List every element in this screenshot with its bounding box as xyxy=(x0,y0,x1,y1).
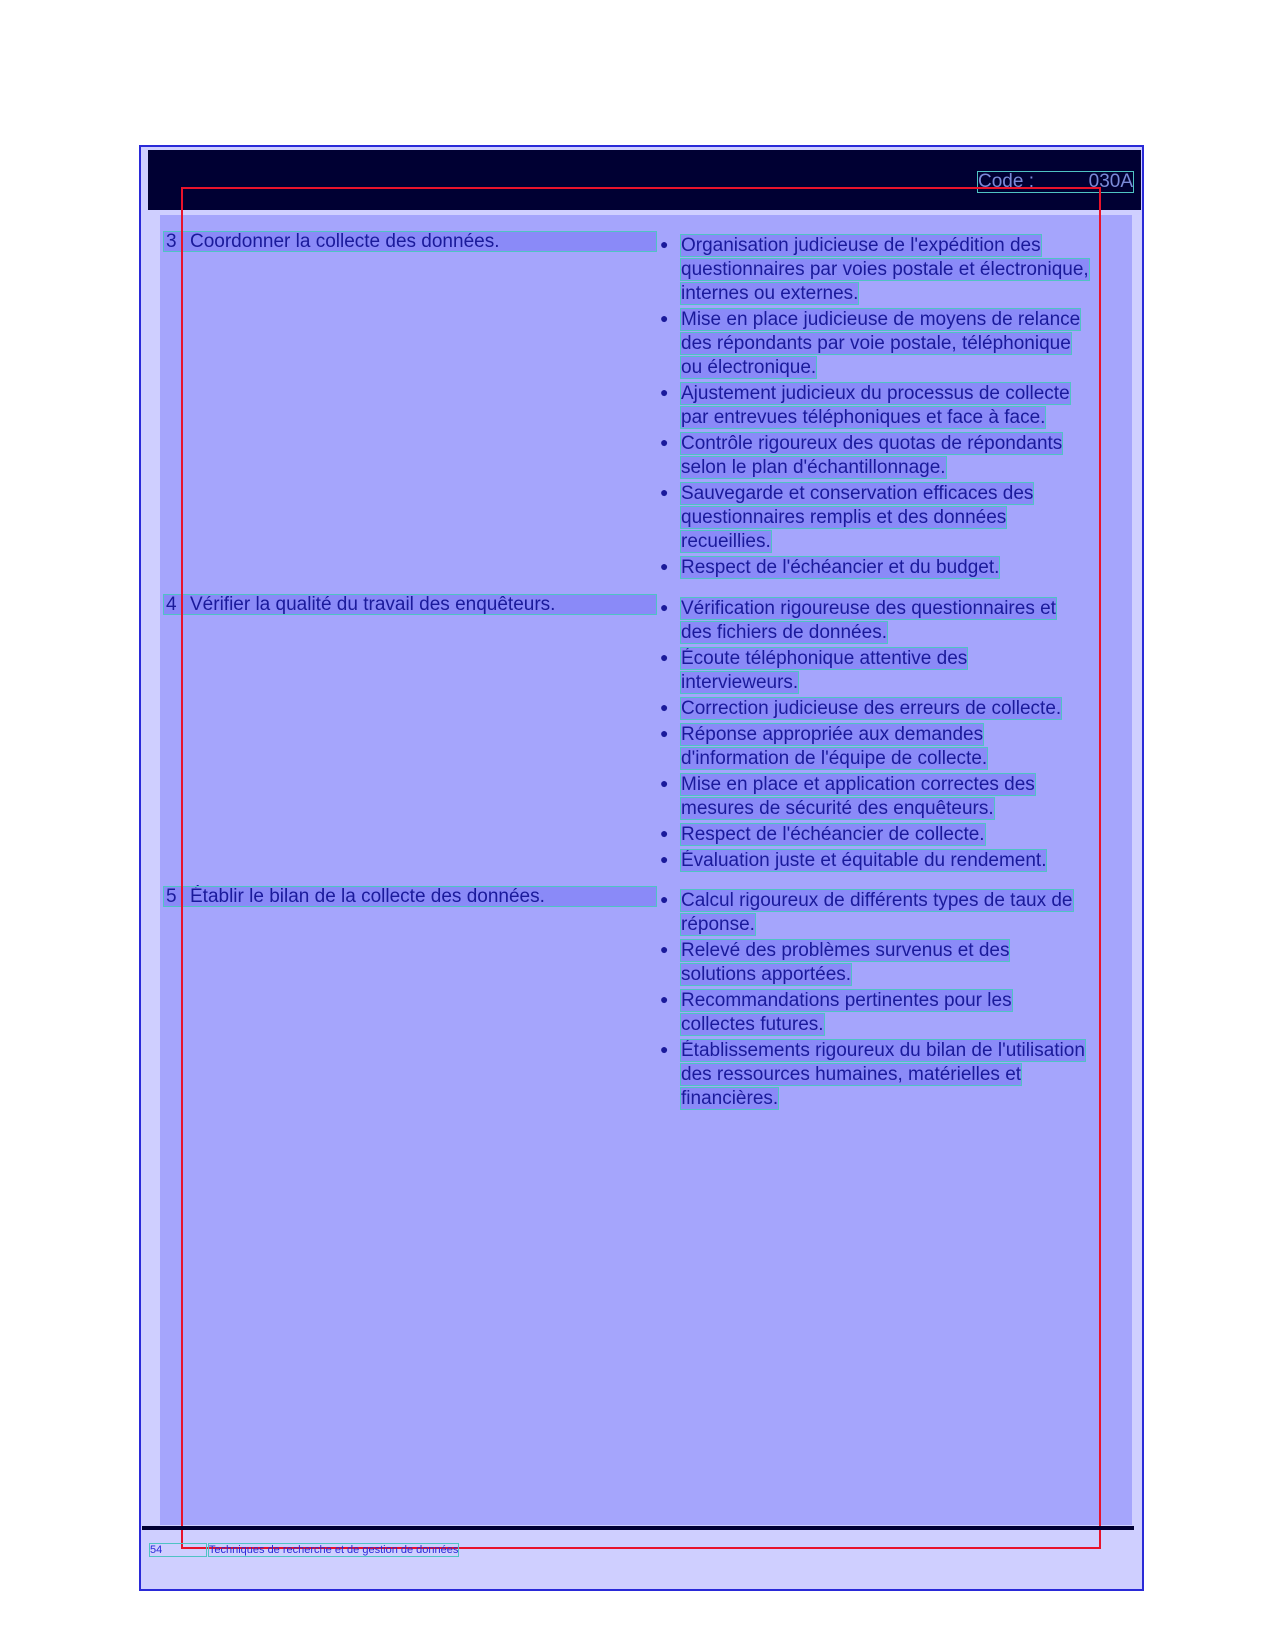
criterion-item xyxy=(660,556,1130,580)
criterion-line xyxy=(681,913,1130,937)
criteria-list xyxy=(660,234,1130,582)
criterion-line xyxy=(681,332,1130,356)
criterion-text: Recommandations pertinentes pour les xyxy=(681,990,1012,1011)
criterion-line xyxy=(681,482,1130,506)
criterion-item xyxy=(660,889,1130,937)
criterion-line xyxy=(681,406,1130,430)
program-code xyxy=(978,172,1133,192)
bullet-icon: ● xyxy=(660,725,669,741)
criterion-text: financières. xyxy=(681,1088,779,1109)
criterion-item xyxy=(660,1039,1130,1111)
criterion-text: solutions apportées. xyxy=(681,964,852,985)
criterion-line xyxy=(681,773,1130,797)
section-title: Établir le bilan de la collecte des données. xyxy=(190,886,545,907)
bullet-icon: ● xyxy=(660,310,669,326)
criterion-text: Correction judicieuse des erreurs de collecte. xyxy=(681,698,1062,719)
criterion-item xyxy=(660,308,1130,380)
criterion-text: Ajustement judicieux du processus de collecte xyxy=(681,383,1070,404)
criterion-line xyxy=(681,556,1130,580)
criterion-line xyxy=(681,989,1130,1013)
criterion-text: ou électronique. xyxy=(681,357,817,378)
section-heading xyxy=(164,595,656,614)
bullet-icon: ● xyxy=(660,384,669,400)
criterion-line xyxy=(681,647,1130,671)
criterion-text: questionnaires par voies postale et électronique, xyxy=(681,259,1089,280)
criterion-text: Écoute téléphonique attentive des xyxy=(681,648,968,669)
criterion-line xyxy=(681,723,1130,747)
criterion-item xyxy=(660,723,1130,771)
criterion-line xyxy=(681,382,1130,406)
criterion-line xyxy=(681,621,1130,645)
criterion-text: Vérification rigoureuse des questionnaires et xyxy=(681,598,1056,619)
bullet-icon: ● xyxy=(660,825,669,841)
bullet-icon: ● xyxy=(660,599,669,615)
criterion-text: collectes futures. xyxy=(681,1014,824,1035)
criterion-item xyxy=(660,697,1130,721)
code-value: 030A xyxy=(1088,171,1133,192)
criterion-item xyxy=(660,823,1130,847)
criteria-list xyxy=(660,597,1130,875)
bullet-icon: ● xyxy=(660,434,669,450)
section-heading xyxy=(164,232,656,251)
bullet-icon: ● xyxy=(660,236,669,252)
criterion-line xyxy=(681,671,1130,695)
criterion-line xyxy=(681,963,1130,987)
criterion-item xyxy=(660,989,1130,1037)
criterion-line xyxy=(681,1013,1130,1037)
section-number: 3 xyxy=(166,231,177,252)
criterion-text: Respect de l'échéancier de collecte. xyxy=(681,824,985,845)
criterion-text: Calcul rigoureux de différents types de taux de xyxy=(681,890,1073,911)
footer-title: Techniques de recherche et de gestion de données xyxy=(208,1544,459,1556)
criterion-text: des fichiers de données. xyxy=(681,622,887,643)
criterion-text: Réponse appropriée aux demandes xyxy=(681,724,984,745)
bullet-icon: ● xyxy=(660,891,669,907)
criterion-line xyxy=(681,432,1130,456)
criterion-text: intervieweurs. xyxy=(681,672,799,693)
criterion-line xyxy=(681,747,1130,771)
bullet-icon: ● xyxy=(660,699,669,715)
criterion-line xyxy=(681,1039,1130,1063)
criterion-text: Contrôle rigoureux des quotas de répondants xyxy=(681,433,1063,454)
criterion-line xyxy=(681,939,1130,963)
bullet-icon: ● xyxy=(660,775,669,791)
criterion-item xyxy=(660,382,1130,430)
criterion-line xyxy=(681,797,1130,821)
criterion-text: recueillies. xyxy=(681,531,771,552)
criterion-text: selon le plan d'échantillonnage. xyxy=(681,457,946,478)
criterion-item xyxy=(660,432,1130,480)
criterion-text: réponse. xyxy=(681,914,755,935)
criterion-line xyxy=(681,1087,1130,1111)
criterion-line xyxy=(681,308,1130,332)
criterion-line xyxy=(681,1063,1130,1087)
criterion-text: questionnaires remplis et des données xyxy=(681,507,1007,528)
section-number: 4 xyxy=(166,594,177,615)
criterion-line xyxy=(681,234,1130,258)
criterion-line xyxy=(681,282,1130,306)
criterion-text: Mise en place judicieuse de moyens de relance xyxy=(681,309,1081,330)
criterion-item xyxy=(660,849,1130,873)
footer-page-number: 54 xyxy=(150,1544,206,1556)
bullet-icon: ● xyxy=(660,558,669,574)
section-title: Coordonner la collecte des données. xyxy=(190,231,500,252)
criterion-line xyxy=(681,258,1130,282)
criterion-line xyxy=(681,530,1130,554)
criterion-text: Organisation judicieuse de l'expédition des xyxy=(681,235,1041,256)
criterion-line xyxy=(681,506,1130,530)
criterion-text: des répondants par voie postale, téléphonique xyxy=(681,333,1071,354)
criterion-item xyxy=(660,647,1130,695)
criterion-text: des ressources humaines, matérielles et xyxy=(681,1064,1022,1085)
section-heading xyxy=(164,887,656,906)
bullet-icon: ● xyxy=(660,1041,669,1057)
criteria-list xyxy=(660,889,1130,1113)
criterion-text: Mise en place et application correctes des xyxy=(681,774,1035,795)
code-label: Code : xyxy=(978,171,1034,192)
criterion-text: Relevé des problèmes survenus et des xyxy=(681,940,1010,961)
criterion-text: par entrevues téléphoniques et face à face. xyxy=(681,407,1046,428)
criterion-text: Sauvegarde et conservation efficaces des xyxy=(681,483,1034,504)
criterion-text: Respect de l'échéancier et du budget. xyxy=(681,557,1000,578)
bullet-icon: ● xyxy=(660,991,669,1007)
criterion-text: d'information de l'équipe de collecte. xyxy=(681,748,988,769)
criterion-text: Établissements rigoureux du bilan de l'utilisation xyxy=(681,1040,1085,1061)
bullet-icon: ● xyxy=(660,851,669,867)
criterion-line xyxy=(681,889,1130,913)
criterion-item xyxy=(660,773,1130,821)
criterion-line xyxy=(681,697,1130,721)
bullet-icon: ● xyxy=(660,649,669,665)
criterion-line xyxy=(681,456,1130,480)
criterion-item xyxy=(660,234,1130,306)
bullet-icon: ● xyxy=(660,484,669,500)
criterion-text: mesures de sécurité des enquêteurs. xyxy=(681,798,994,819)
criterion-line xyxy=(681,849,1130,873)
criterion-line xyxy=(681,823,1130,847)
criterion-text: internes ou externes. xyxy=(681,283,859,304)
criterion-item xyxy=(660,597,1130,645)
criterion-text: Évaluation juste et équitable du rendement. xyxy=(681,850,1047,871)
bullet-icon: ● xyxy=(660,941,669,957)
criterion-line xyxy=(681,597,1130,621)
criterion-item xyxy=(660,939,1130,987)
section-number: 5 xyxy=(166,886,177,907)
criterion-item xyxy=(660,482,1130,554)
section-title: Vérifier la qualité du travail des enquêteurs. xyxy=(190,594,556,615)
footer-rule xyxy=(142,1526,1134,1530)
criterion-line xyxy=(681,356,1130,380)
footer xyxy=(150,1544,458,1556)
